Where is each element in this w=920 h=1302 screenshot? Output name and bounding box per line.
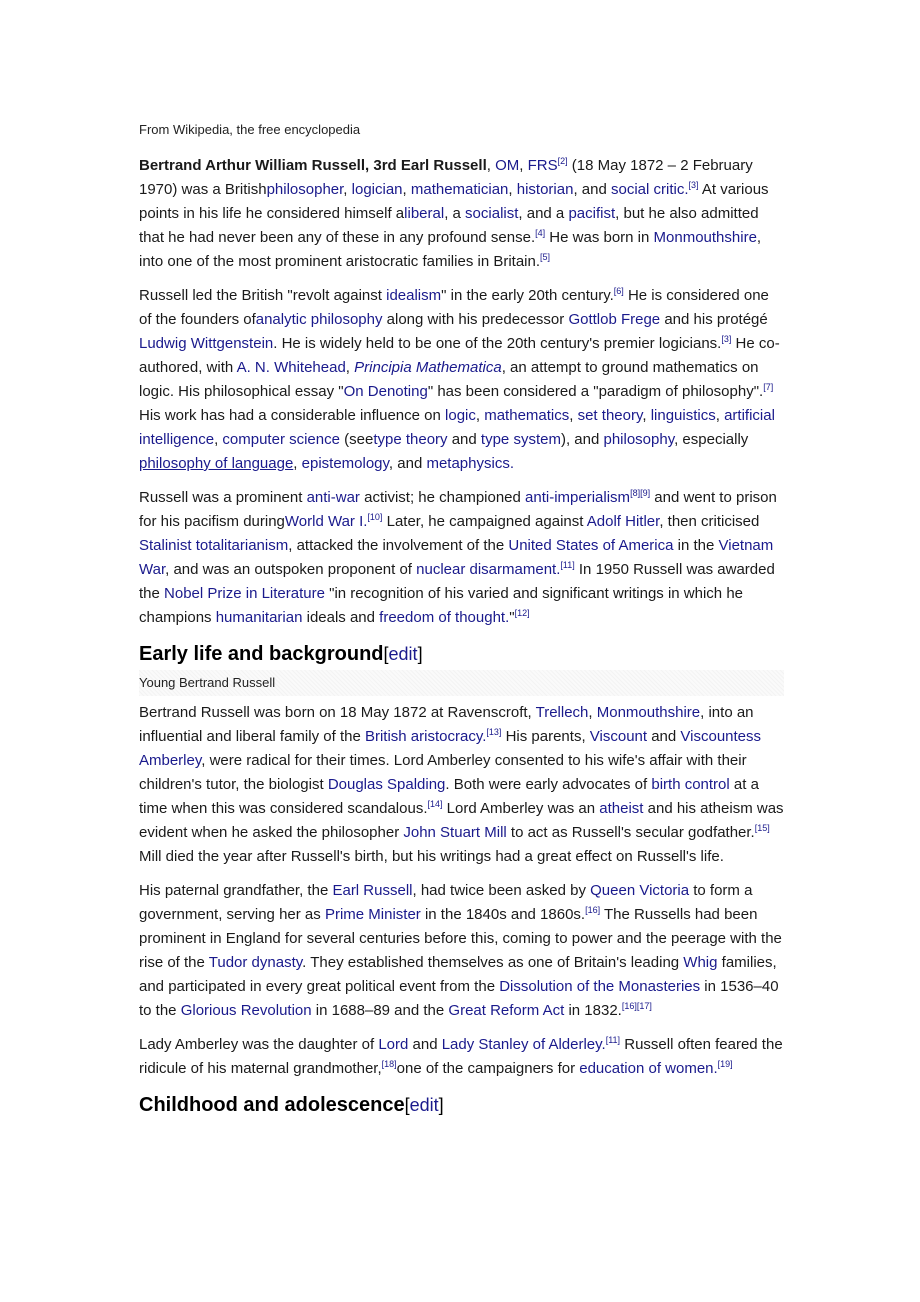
- article-body: [139, 121, 784, 1119]
- link-computer-science[interactable]: computer science: [222, 431, 340, 448]
- link-principia-mathematica[interactable]: Principia Mathematica: [354, 359, 502, 376]
- ref-2[interactable]: [2]: [557, 156, 568, 166]
- ref-11[interactable]: [11]: [560, 560, 575, 570]
- link-liberal[interactable]: liberal: [404, 205, 445, 222]
- ref-5[interactable]: [5]: [540, 252, 551, 262]
- ref-18[interactable]: [18]: [381, 1059, 397, 1069]
- ref-17[interactable]: [17]: [636, 1001, 652, 1011]
- link-logic[interactable]: logic: [445, 407, 476, 424]
- ref-11[interactable]: [11]: [605, 1035, 621, 1045]
- ref-3[interactable]: [3]: [688, 180, 699, 190]
- ref-15[interactable]: [15]: [754, 823, 770, 833]
- link-type-system[interactable]: type system: [480, 431, 561, 448]
- link-whig[interactable]: Whig: [683, 954, 718, 971]
- link-stalinist-totalitarianism[interactable]: Stalinist totalitarianism: [139, 537, 289, 554]
- link-metaphysics[interactable]: metaphysics.: [426, 455, 514, 472]
- link-viscount[interactable]: Viscount: [589, 728, 648, 745]
- tagline: From Wikipedia, the free encyclopedia: [139, 122, 361, 137]
- link-nobel-prize[interactable]: Nobel Prize in Literature: [164, 585, 325, 602]
- link-philosophy-of-language[interactable]: philosophy of language: [139, 455, 294, 472]
- link-glorious-revolution[interactable]: Glorious Revolution: [180, 1002, 312, 1019]
- link-nuclear-disarmament[interactable]: nuclear disarmament.: [416, 561, 561, 578]
- link-historian[interactable]: historian: [516, 181, 574, 198]
- link-monmouthshire[interactable]: Monmouthshire: [596, 704, 701, 721]
- link-lady-stanley[interactable]: Lady Stanley of Alderley.: [441, 1036, 606, 1053]
- section-heading-childhood: Childhood and adolescence[edit]: [139, 1094, 444, 1116]
- ref-19[interactable]: [19]: [717, 1059, 733, 1069]
- link-tudor-dynasty[interactable]: Tudor dynasty: [208, 954, 303, 971]
- link-douglas-spalding[interactable]: Douglas Spalding: [327, 776, 446, 793]
- link-lord[interactable]: Lord: [378, 1036, 409, 1053]
- link-social-critic[interactable]: social critic.: [610, 181, 689, 198]
- link-socialist[interactable]: socialist: [465, 205, 519, 222]
- link-om[interactable]: OM: [495, 157, 520, 174]
- link-set-theory[interactable]: set theory: [577, 407, 643, 424]
- image-caption: Young Bertrand Russell: [139, 670, 784, 696]
- link-dissolution-of-monasteries[interactable]: Dissolution of the Monasteries: [499, 978, 701, 995]
- early-life-paragraph-1: Bertrand Russell was born on 18 May 1872 at Ravenscroft, Trellech, Monmouthshire, into an influential and liberal family of the British aristocracy.[13] His parents, Viscount and Viscountess Amberley, were radical for their times. Lord Amberley consented to his wife's affair with their children's tutor, the biologist Douglas Spalding. Both were early advocates of birth control at a time when this was considered scandalous.[14] Lord Amberley was an atheist and his atheism was evident when he asked the philosopher John Stuart Mill to act as Russell's secular godfather.[15] Mill died the year after Russell's birth, but his writings had a great effect on Russell's life.: [139, 704, 784, 865]
- link-adolf-hitler[interactable]: Adolf Hitler: [586, 513, 660, 530]
- ref-16[interactable]: [16]: [585, 905, 601, 915]
- ref-14[interactable]: [14]: [427, 799, 443, 809]
- edit-link[interactable]: edit: [388, 644, 418, 664]
- link-logician[interactable]: logician: [351, 181, 403, 198]
- link-pacifist[interactable]: pacifist: [568, 205, 616, 222]
- edit-section-link: [edit]: [404, 1095, 444, 1115]
- link-viscountess-amberley[interactable]: Viscountess Amberley: [139, 728, 762, 769]
- early-life-paragraph-2: His paternal grandfather, the Earl Russell, had twice been asked by Queen Victoria to form a government, serving her as Prime Minister in the 1840s and 1860s.[16] The Russells had been prominent in England for several centuries before this, coming to power and the peerage with the rise of the Tudor dynasty. They established themselves as one of Britain's leading Whig families, and participated in every great political event from the Dissolution of the Monasteries in 1536–40 to the Glorious Revolution in 1688–89 and the Great Reform Act in 1832.[16][17]: [139, 882, 782, 1019]
- link-whitehead[interactable]: A. N. Whitehead: [236, 359, 346, 376]
- link-type-theory[interactable]: type theory: [373, 431, 448, 448]
- link-john-stuart-mill[interactable]: John Stuart Mill: [403, 824, 507, 841]
- ref-10[interactable]: [10]: [367, 512, 383, 522]
- link-queen-victoria[interactable]: Queen Victoria: [590, 882, 690, 899]
- link-on-denoting[interactable]: On Denoting: [343, 383, 428, 400]
- ref-9[interactable]: [9]: [640, 488, 651, 498]
- link-gottlob-frege[interactable]: Gottlob Frege: [568, 311, 661, 328]
- link-british-aristocracy[interactable]: British aristocracy.: [364, 728, 487, 745]
- ref-4[interactable]: [4]: [535, 228, 546, 238]
- link-mathematics[interactable]: mathematics: [484, 407, 570, 424]
- link-prime-minister[interactable]: Prime Minister: [324, 906, 421, 923]
- link-ludwig-wittgenstein[interactable]: Ludwig Wittgenstein: [139, 335, 274, 352]
- link-vietnam-war[interactable]: Vietnam War: [139, 537, 774, 578]
- link-great-reform-act[interactable]: Great Reform Act: [448, 1002, 565, 1019]
- link-monmouthshire[interactable]: Monmouthshire: [653, 229, 757, 246]
- link-mathematician[interactable]: mathematician: [410, 181, 509, 198]
- link-analytic-philosophy[interactable]: analytic philosophy: [255, 311, 383, 328]
- link-anti-war[interactable]: anti-war: [306, 489, 360, 506]
- link-world-war-i[interactable]: World War I.: [284, 513, 368, 530]
- section-heading-early-life: Early life and background[edit]: [139, 643, 423, 665]
- link-anti-imperialism[interactable]: anti-imperialism: [525, 489, 631, 506]
- link-epistemology[interactable]: epistemology: [301, 455, 389, 472]
- link-frs[interactable]: FRS: [527, 157, 558, 174]
- link-linguistics[interactable]: linguistics: [650, 407, 716, 424]
- ref-3[interactable]: [3]: [721, 334, 732, 344]
- edit-section-link: [edit]: [383, 644, 423, 664]
- ref-7[interactable]: [7]: [763, 382, 774, 392]
- ref-13[interactable]: [13]: [486, 727, 502, 737]
- ref-8[interactable]: [8]: [630, 488, 641, 498]
- intro-paragraph-3: Russell was a prominent anti-war activist; he championed anti-imperialism[8][9] and went to prison for his pacifism duringWorld War I.[10] Later, he campaigned against Adolf Hitler, then criticised Stalinist totalitarianism, attacked the involvement of the United States of America in the Vietnam War, and was an outspoken proponent of nuclear disarmament.[11] In 1950 Russell was awarded the Nobel Prize in Literature "in recognition of his varied and significant writings in which he champions humanitarian ideals and freedom of thought."[12]: [139, 488, 777, 626]
- ref-16[interactable]: [16]: [621, 1001, 637, 1011]
- intro-paragraph-2: Russell led the British "revolt against idealism" in the early 20th century.[6] He is considered one of the founders ofanalytic philosophy along with his predecessor Gottlob Frege and his protégé Ludwig Wittgenstein. He is widely held to be one of the 20th century's premier logicians.[3] He co-authored, with A. N. Whitehead, Principia Mathematica, an attempt to ground mathematics on logic. His philosophical essay "On Denoting" has been considered a "paradigm of philosophy".[7] His work has had a considerable influence on logic, mathematics, set theory, linguistics, artificial intelligence, computer science (seetype theory and type system), and philosophy, especially philosophy of language, epistemology, and metaphysics.: [139, 286, 780, 472]
- link-idealism[interactable]: idealism: [386, 287, 442, 304]
- link-philosopher[interactable]: philosopher: [266, 181, 344, 198]
- edit-link[interactable]: edit: [409, 1095, 439, 1115]
- link-philosophy[interactable]: philosophy: [603, 431, 675, 448]
- link-united-states[interactable]: United States of America: [508, 537, 674, 554]
- link-education-of-women[interactable]: education of women.: [579, 1060, 718, 1077]
- link-trellech[interactable]: Trellech: [535, 704, 589, 721]
- ref-12[interactable]: [12]: [514, 608, 530, 618]
- link-atheist[interactable]: atheist: [599, 800, 644, 817]
- ref-6[interactable]: [6]: [613, 286, 624, 296]
- intro-paragraph-1: Bertrand Arthur William Russell, 3rd Earl Russell, OM, FRS[2] (18 May 1872 – 2 February 1970) was a Britishphilosopher, logician, mathematician, historian, and social critic.[3] At various points in his life he considered himself aliberal, a socialist, and a pacifist, but he also admitted that he had never been any of these in any profound sense.[4] He was born in Monmouthshire, into one of the most prominent aristocratic families in Britain.[5]: [139, 156, 769, 270]
- link-earl-russell[interactable]: Earl Russell: [332, 882, 413, 899]
- link-birth-control[interactable]: birth control: [651, 776, 730, 793]
- early-life-paragraph-3: Lady Amberley was the daughter of Lord and Lady Stanley of Alderley.[11] Russell often feared the ridicule of his maternal grandmother,[18]one of the campaigners for education of women.[19]: [139, 1035, 783, 1077]
- link-artificial-intelligence[interactable]: artificial intelligence: [139, 407, 775, 448]
- link-humanitarian[interactable]: humanitarian: [215, 609, 303, 626]
- subject-name: Bertrand Arthur William Russell, 3rd Earl Russell: [139, 157, 487, 174]
- link-freedom-of-thought[interactable]: freedom of thought.: [379, 609, 510, 626]
